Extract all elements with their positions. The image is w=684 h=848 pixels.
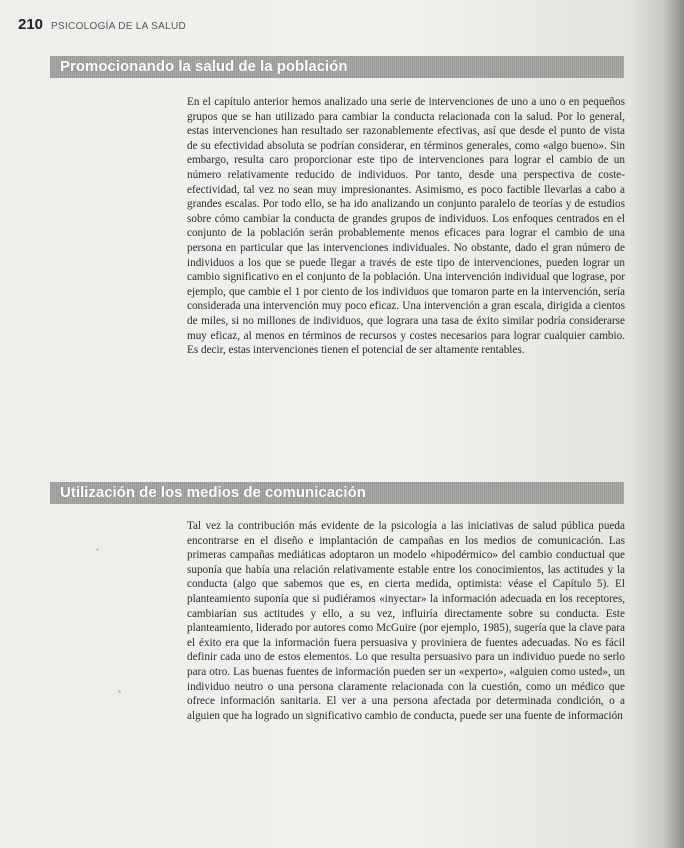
section-paragraph-health-promotion: En el capítulo anterior hemos analizado una serie de intervenciones de uno a uno o en pequeños grupos que se han utilizado para cambiar la conducta relacionada con la salud. Por lo general, estas intervenciones han resultado ser razonablemente efectivas, así que desde el punto de vista de su efectividad absoluta se podrían considerar, en términos generales, como «algo bueno». Sin embargo, resulta caro proporcionar este tipo de intervenciones para lograr el cambio de un número relativamente reducido de individuos. Por tanto, desde una perspectiva de coste-efectividad, tal vez no sean muy impresionantes. Asimismo, es poco factible llevarlas a cabo a grandes escalas. Por todo ello, se ha ido analizando un conjunto paralelo de teorías y de estudios sobre cómo cambiar la conducta de grandes grupos de individuos. Los enfoques centrados en el conjunto de la población serán probablemente menos eficaces para lograr el cambio de una persona en particular que las intervenciones individuales. No obstante, dado el gran número de individuos a los que se puede llegar a través de este tipo de intervenciones, pueden lograr un cambio significativo en el conjunto de la población. Una intervención individual que lograse, por ejemplo, que cambie el 1 por ciento de los individuos que tomaron parte en la intervención, sería considerada una intervención muy poco eficaz. Una intervención a gran escala, dirigida a cientos de miles, si no millones de individuos, que lograra una tasa de éxito similar podría considerarse muy eficaz, al menos en términos de recursos y costes necesarios para lograr cualquier cambio. Es decir, estas intervenciones tienen el potencial de ser altamente rentables. [187,96,625,357]
section-paragraph-media-use: Tal vez la contribución más evidente de la psicología a las iniciativas de salud pública pueda encontrarse en el diseño e implantación de campañas en los medios de comunicación. Las primeras campañas mediáticas adoptaron un modelo «hipodérmico» del cambio conductual que suponía que había una relación relativamente estable entre los conocimientos, las actitudes y la conducta (algo que sabemos que es, en cierta medida, optimista: véase el Capítulo 5). El planteamiento suponía que si pudiéramos «inyectar» la información adecuada en los receptores, cambiarían sus actitudes y ello, a su vez, influiría directamente sobre su conducta. Este planteamiento, liderado por autores como McGuire (por ejemplo, 1985), sugería que la clave para el éxito era que la información fuera persuasiva y proviniera de fuentes adecuadas. No es fácil definir cada uno de estos elementos. Lo que resulta persuasivo para un individuo puede no serlo para otro. Las buenas fuentes de información pueden ser un «experto», «alguien como usted», un individuo neutro o una persona claramente relacionada con la cuestión, como un médico que ofrece información sanitaria. El ver a una persona afectada por determinada condición, o a alguien que ha logrado un significativo cambio de conducta, puede ser una fuente de información [187,520,625,722]
running-title: PSICOLOGÍA DE LA SALUD [51,21,187,32]
paper-speck [96,548,99,551]
section-heading-media-use: Utilización de los medios de comunicación [50,482,624,504]
section-heading-health-promotion: Promocionando la salud de la población [50,56,624,78]
running-head [18,16,186,33]
paper-speck [118,690,121,693]
page-number: 210 [18,16,44,33]
